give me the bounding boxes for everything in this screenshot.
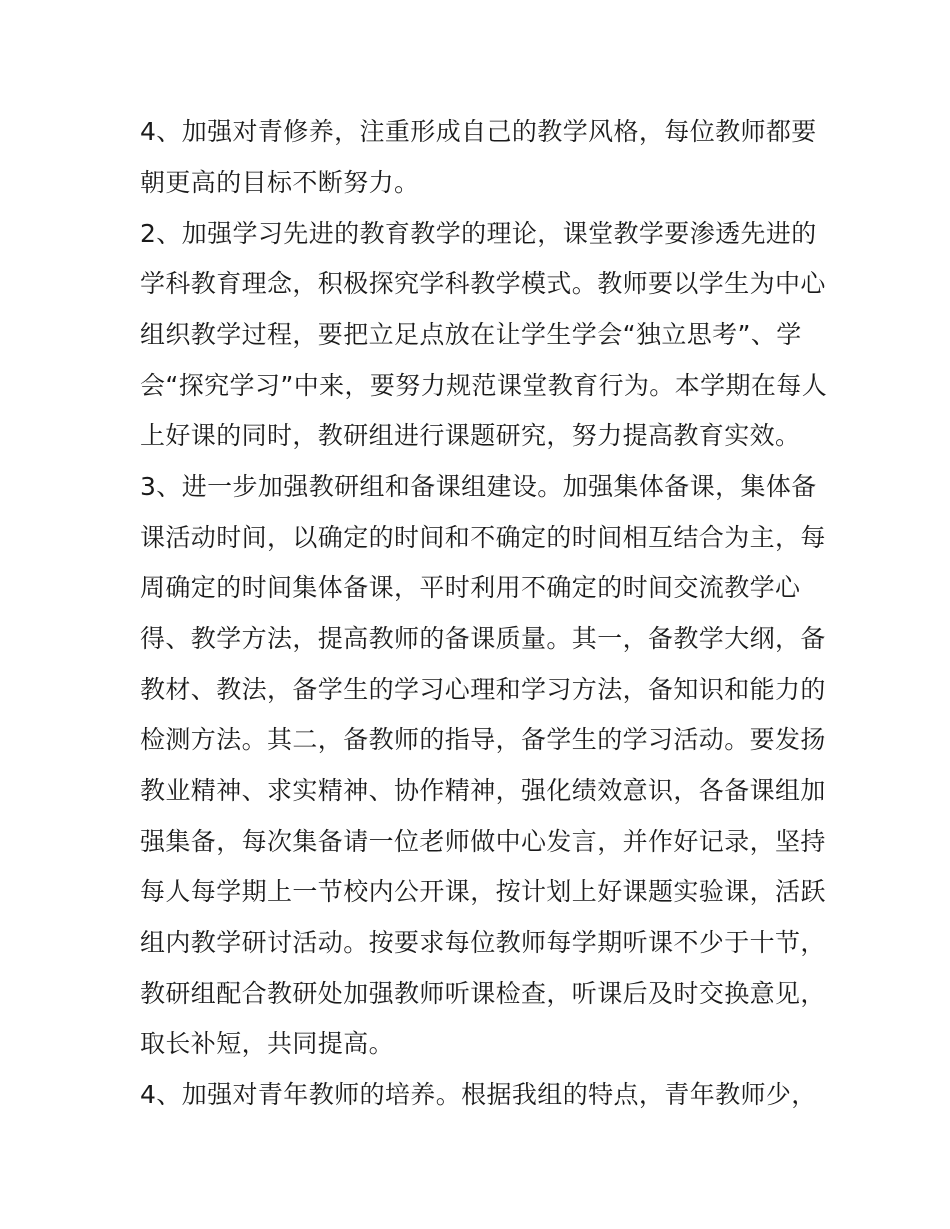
text-line: 取长补短，共同提高。 <box>140 1029 395 1058</box>
text-line: 得、教学方法，提高教师的备课质量。其一，备教学大纲，备 <box>140 624 826 653</box>
text-line: 教业精神、求实精神、协作精神，强化绩效意识，各备课组加 <box>140 776 826 805</box>
text-line: 3、进一步加强教研组和备课组建设。加强集体备课，集体备 <box>140 472 817 501</box>
text-line: 强集备，每次集备请一位老师做中心发言，并作好记录，坚持 <box>140 827 826 856</box>
text-line: 检测方法。其二，备教师的指导，备学生的学习活动。要发扬 <box>140 725 826 754</box>
text-line: 教材、教法，备学生的学习心理和学习方法，备知识和能力的 <box>140 675 826 704</box>
text-line: 教研组配合教研处加强教师听课检查，听课后及时交换意见， <box>140 979 826 1008</box>
text-line: 4、加强对青修养，注重形成自己的教学风格，每位教师都要 <box>140 117 817 146</box>
text-line: 周确定的时间集体备课，平时利用不确定的时间交流教学心 <box>140 573 801 602</box>
text-line: 学科教育理念，积极探究学科教学模式。教师要以学生为中心 <box>140 269 826 298</box>
text-line: 每人每学期上一节校内公开课，按计划上好课题实验课，活跃 <box>140 877 826 906</box>
text-line: 2、加强学习先进的教育教学的理论，课堂教学要渗透先进的 <box>140 219 817 248</box>
text-line: 组织教学过程，要把立足点放在让学生学会“独立思考”、学 <box>140 320 802 349</box>
text-line: 朝更高的目标不断努力。 <box>140 168 420 197</box>
text-line: 课活动时间，以确定的时间和不确定的时间相互结合为主，每 <box>140 523 826 552</box>
text-line: 4、加强对青年教师的培养。根据我组的特点，青年教师少， <box>140 1080 817 1109</box>
text-line: 组内教学研讨活动。按要求每位教师每学期听课不少于十节， <box>140 928 826 957</box>
text-line: 会“探究学习”中来，要努力规范课堂教育行为。本学期在每人 <box>140 371 828 400</box>
text-line: 上好课的同时，教研组进行课题研究，努力提高教育实效。 <box>140 421 801 450</box>
